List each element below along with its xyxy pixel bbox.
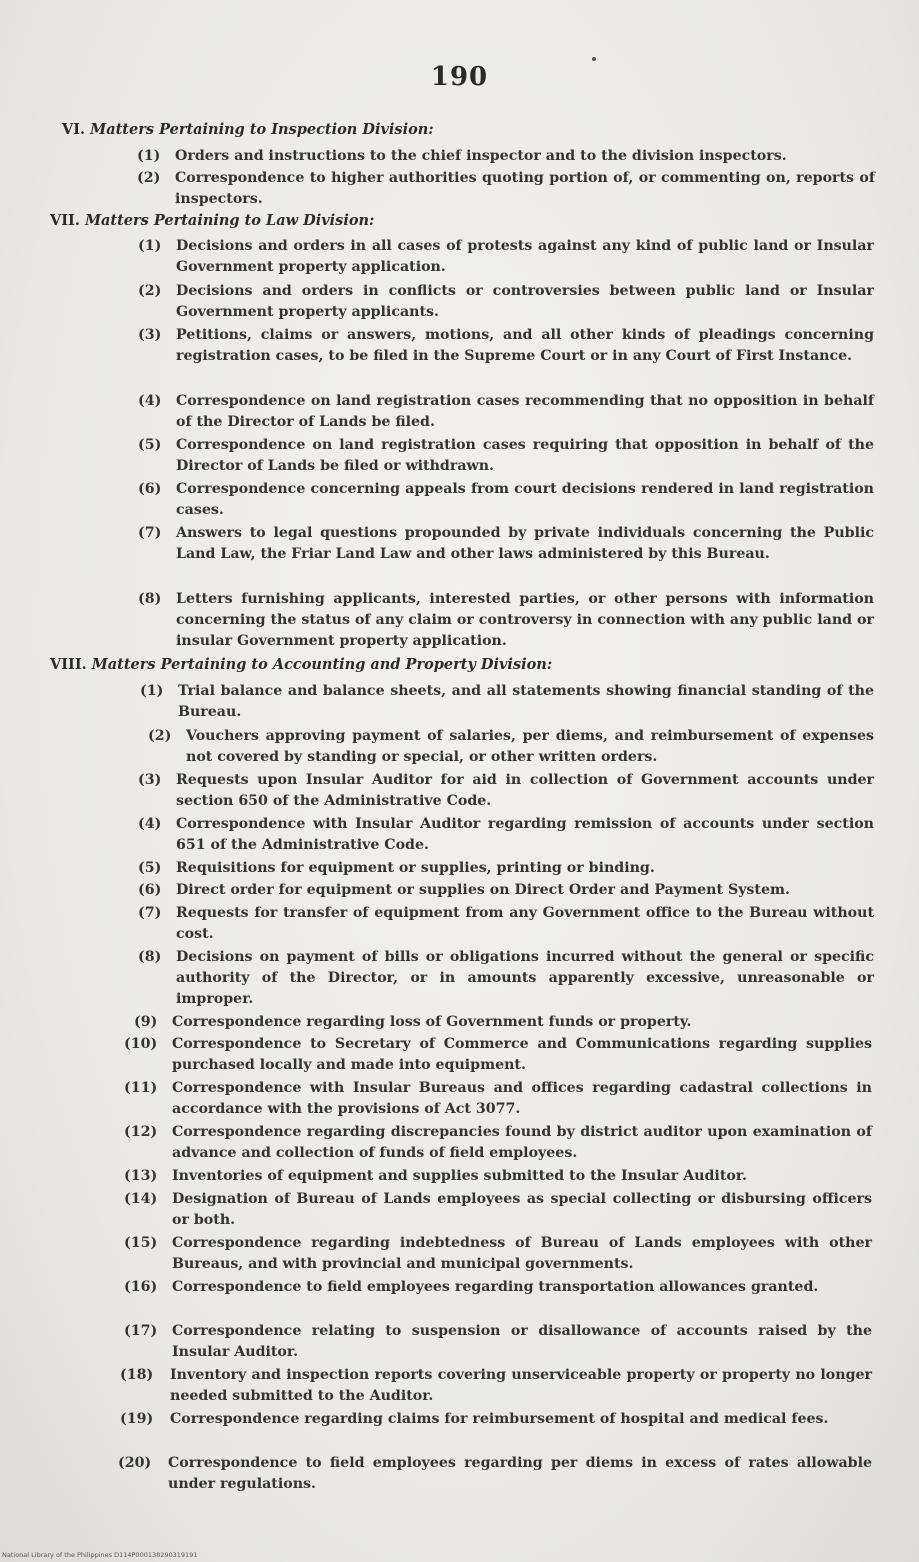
list-item (137, 146, 875, 167)
item-number: (3) (138, 772, 162, 788)
item-text: Correspondence to field employees regarding transportation allowances granted. (172, 1279, 819, 1295)
list-item (124, 1277, 872, 1298)
item-number: (10) (124, 1036, 158, 1052)
list-item (120, 1365, 872, 1407)
list-item (124, 1189, 872, 1231)
list-item (138, 880, 874, 901)
list-item (137, 168, 875, 210)
item-number: (2) (148, 728, 172, 744)
item-text: Inventory and inspection reports covering unserviceable property or property no longer needed submitted to the Auditor. (170, 1367, 872, 1404)
item-number: (8) (138, 591, 162, 607)
item-number: (16) (124, 1279, 158, 1295)
item-number: (20) (118, 1455, 152, 1471)
list-item (138, 523, 874, 565)
item-number: (8) (138, 949, 162, 965)
list-item (124, 1078, 872, 1120)
list-item (138, 858, 874, 879)
list-item (140, 681, 874, 723)
item-text: Requests for transfer of equipment from any Government office to the Bureau without cost. (176, 905, 874, 942)
list-item (124, 1034, 872, 1076)
item-number: (11) (124, 1080, 158, 1096)
item-text: Decisions on payment of bills or obligations incurred without the general or specific authority of the Director, or in amounts apparently excessive, unreasonable or improper. (176, 949, 874, 1007)
item-text: Correspondence relating to suspension or disallowance of accounts raised by the Insular Auditor. (172, 1323, 872, 1360)
item-number: (14) (124, 1191, 158, 1207)
item-text: Requisitions for equipment or supplies, printing or binding. (176, 860, 655, 876)
item-number: (7) (138, 525, 162, 541)
section-numeral: VIII. (50, 656, 87, 673)
item-text: Correspondence regarding claims for reimbursement of hospital and medical fees. (170, 1411, 829, 1427)
section-numeral: VII. (50, 212, 80, 229)
item-number: (19) (120, 1411, 154, 1427)
item-number: (7) (138, 905, 162, 921)
item-number: (1) (138, 238, 162, 254)
item-number: (1) (137, 148, 161, 164)
item-text: Correspondence to higher authorities quoting portion of, or commenting on, reports of inspectors. (175, 170, 875, 207)
item-text: Trial balance and balance sheets, and all statements showing financial standing of the Bureau. (178, 683, 874, 720)
section-heading (50, 212, 374, 229)
item-text: Vouchers approving payment of salaries, per diems, and reimbursement of expenses not covered by standing or special, or other written orders. (186, 728, 874, 765)
item-text: Decisions and orders in conflicts or controversies between public land or Insular Government property applicants. (176, 283, 874, 320)
item-text: Direct order for equipment or supplies on Direct Order and Payment System. (176, 882, 790, 898)
item-text: Correspondence regarding loss of Government funds or property. (172, 1014, 692, 1030)
page-number: 190 (430, 62, 489, 92)
item-number: (9) (134, 1014, 158, 1030)
section-title: Matters Pertaining to Accounting and Property Division: (91, 656, 553, 673)
item-text: Correspondence concerning appeals from court decisions rendered in land registration cases. (176, 481, 874, 518)
item-number: (2) (137, 170, 161, 186)
item-text: Answers to legal questions propounded by private individuals concerning the Public Land Law, the Friar Land Law and other laws administered by this Bureau. (176, 525, 874, 562)
item-text: Decisions and orders in all cases of protests against any kind of public land or Insular Government property application. (176, 238, 874, 275)
item-number: (17) (124, 1323, 158, 1339)
item-text: Correspondence to Secretary of Commerce and Communications regarding supplies purchased locally and made into equipment. (172, 1036, 872, 1073)
item-text: Correspondence regarding indebtedness of Bureau of Lands employees with other Bureaus, and with provincial and municipal governments. (172, 1235, 872, 1272)
list-item (138, 814, 874, 856)
section-title: Matters Pertaining to Inspection Division: (90, 121, 434, 138)
item-number: (15) (124, 1235, 158, 1251)
list-item (138, 281, 874, 323)
item-number: (4) (138, 816, 162, 832)
item-number: (6) (138, 481, 162, 497)
item-text: Correspondence on land registration cases recommending that no opposition in behalf of the Director of Lands be filed. (176, 393, 874, 430)
list-item (124, 1166, 872, 1187)
list-item (138, 479, 874, 521)
item-text: Orders and instructions to the chief inspector and to the division inspectors. (175, 148, 787, 164)
item-number: (2) (138, 283, 162, 299)
item-number: (6) (138, 882, 162, 898)
list-item (138, 903, 874, 945)
footer-watermark: National Library of the Philippines D114P000138290319191 (2, 1551, 198, 1559)
item-number: (4) (138, 393, 162, 409)
list-item (138, 325, 874, 367)
speck (592, 57, 596, 61)
list-item (138, 435, 874, 477)
item-text: Petitions, claims or answers, motions, and all other kinds of pleadings concerning registration cases, to be filed in the Supreme Court or in any Court of First Instance. (176, 327, 874, 364)
item-text: Requests upon Insular Auditor for aid in collection of Government accounts under section 650 of the Administrative Code. (176, 772, 874, 809)
item-text: Correspondence with Insular Bureaus and offices regarding cadastral collections in accordance with the provisions of Act 3077. (172, 1080, 872, 1117)
item-text: Designation of Bureau of Lands employees as special collecting or disbursing officers or both. (172, 1191, 872, 1228)
item-number: (18) (120, 1367, 154, 1383)
list-item (138, 391, 874, 433)
item-text: Correspondence on land registration cases requiring that opposition in behalf of the Director of Lands be filed or withdrawn. (176, 437, 874, 474)
item-text: Correspondence regarding discrepancies found by district auditor upon examination of advance and collection of funds of field employees. (172, 1124, 872, 1161)
item-number: (3) (138, 327, 162, 343)
item-text: Correspondence to field employees regarding per diems in excess of rates allowable under regulations. (168, 1455, 872, 1492)
list-item (134, 1012, 872, 1033)
list-item (124, 1233, 872, 1275)
item-text: Inventories of equipment and supplies submitted to the Insular Auditor. (172, 1168, 747, 1184)
list-item (138, 770, 874, 812)
list-item (118, 1453, 872, 1495)
section-numeral: VI. (62, 121, 86, 138)
item-text: Correspondence with Insular Auditor regarding remission of accounts under section 651 of the Administrative Code. (176, 816, 874, 853)
item-text: Letters furnishing applicants, interested parties, or other persons with information concerning the status of any claim or controversy in connection with any public land or insular Government property application. (176, 591, 874, 649)
section-heading (62, 121, 434, 138)
list-item (124, 1122, 872, 1164)
list-item (138, 947, 874, 1010)
section-heading (50, 656, 552, 673)
item-number: (1) (140, 683, 164, 699)
section-title: Matters Pertaining to Law Division: (84, 212, 375, 229)
item-number: (13) (124, 1168, 158, 1184)
list-item (120, 1409, 872, 1430)
list-item (138, 589, 874, 652)
list-item (148, 726, 874, 768)
item-number: (5) (138, 437, 162, 453)
list-item (138, 236, 874, 278)
list-item (124, 1321, 872, 1363)
item-number: (5) (138, 860, 162, 876)
item-number: (12) (124, 1124, 158, 1140)
